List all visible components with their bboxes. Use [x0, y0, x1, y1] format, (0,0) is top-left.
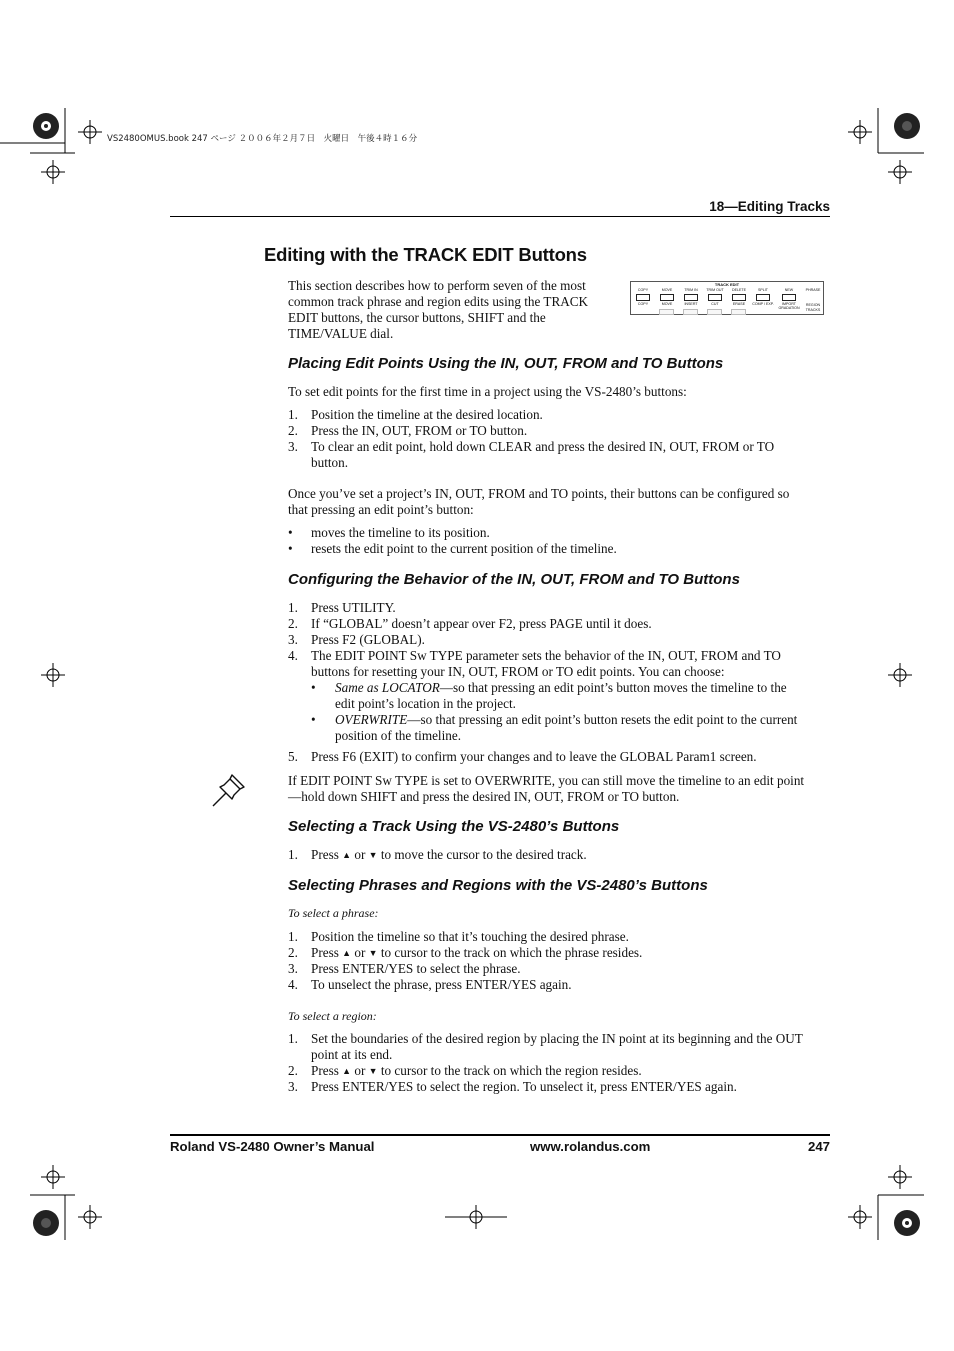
- panel-button: [782, 294, 796, 301]
- panel-indicator-label: TRACKS: [805, 308, 821, 312]
- list-item: 1. Press UTILITY.: [288, 600, 396, 615]
- list-item: 2. Press the IN, OUT, FROM or TO button.: [288, 423, 528, 438]
- list-item: 2. Press ▲ or ▼ to cursor to the track on which the region resides.: [288, 1063, 642, 1078]
- intro-paragraph: This section describes how to perform seven of the most common track phrase and region edits using the TRACK EDIT buttons, the cursor buttons, SHIFT and the TIME/VALUE dial.: [288, 278, 589, 341]
- list-item: 1. Set the boundaries of the desired region by placing the IN point at its beginning and the OUT point at its end.: [288, 1031, 803, 1062]
- panel-label: CUT: [711, 302, 719, 306]
- panel-label: SPLIT: [758, 288, 768, 292]
- panel-label: IMPORT GRADATION: [778, 302, 800, 310]
- footer-manual-title: Roland VS-2480 Owner’s Manual: [170, 1139, 375, 1154]
- list-item: • resets the edit point to the current position of the timeline.: [288, 541, 617, 556]
- track-edit-panel-illustration: [630, 281, 824, 315]
- list-item: 2. If “GLOBAL” doesn’t appear over F2, press PAGE until it does.: [288, 616, 652, 631]
- down-arrow-icon: ▼: [368, 948, 378, 958]
- section1-lead: To set edit points for the first time in a project using the VS-2480’s buttons:: [288, 384, 687, 399]
- panel-button: [732, 294, 746, 301]
- sub-list-item: • OVERWRITE—so that pressing an edit point’s button resets the edit point to the current position of the timeline.: [311, 712, 798, 743]
- section2-steps: [288, 600, 808, 765]
- list-item: 4. To unselect the phrase, press ENTER/YES again.: [288, 977, 572, 992]
- panel-label: TRIM IN: [684, 288, 698, 292]
- down-arrow-icon: ▼: [368, 850, 378, 860]
- section1-paragraph: Once you’ve set a project’s IN, OUT, FROM and TO points, their buttons can be configured so that pressing an edit point’s button:: [288, 486, 790, 517]
- section-heading-selecting-track: Selecting a Track Using the VS-2480’s Buttons: [288, 818, 620, 835]
- region-steps: [288, 1031, 808, 1095]
- section1-bullets: [288, 525, 808, 557]
- panel-label: TRIM OUT: [706, 288, 724, 292]
- panel-label: MOVE: [661, 288, 673, 292]
- section-heading-selecting-phrases: Selecting Phrases and Regions with the VS-2480’s Buttons: [288, 877, 708, 894]
- panel-button: [660, 294, 674, 301]
- section1-steps: [288, 407, 808, 471]
- list-item: 1. Press ▲ or ▼ to move the cursor to the desired track.: [288, 847, 587, 862]
- panel-button: [708, 294, 722, 301]
- section-heading-configuring: Configuring the Behavior of the IN, OUT, FROM and TO Buttons: [288, 571, 740, 588]
- panel-indicator-label: PHRASE: [805, 288, 821, 292]
- list-item: 4. The EDIT POINT Sw TYPE parameter sets the behavior of the IN, OUT, FROM and TO buttons for resetting your IN, OUT, FROM or TO edit points. You can choose: • Same as LOCATOR—so that pressing an edit point’s button moves the timeline to the edit point’s location in the project. • OVERWRITE—so that pressing an edit point’s button resets the edit point to the current position of the timeline.: [288, 648, 808, 744]
- panel-button: [684, 294, 698, 301]
- section3-steps: [288, 847, 808, 863]
- panel-button: [756, 294, 770, 301]
- up-arrow-icon: ▲: [342, 948, 352, 958]
- panel-label: INSERT: [684, 302, 698, 306]
- header-rule: [170, 216, 830, 217]
- panel-label: DELETE: [732, 288, 746, 292]
- sub-list-item: • Same as LOCATOR—so that pressing an edit point’s button moves the timeline to the edit point’s location in the project.: [311, 680, 787, 711]
- panel-ghost-button: [659, 309, 674, 315]
- list-item: 3. To clear an edit point, hold down CLEAR and press the desired IN, OUT, FROM or TO button.: [288, 439, 775, 470]
- main-heading: Editing with the TRACK EDIT Buttons: [264, 244, 587, 265]
- panel-title: TRACK EDIT: [714, 282, 740, 287]
- phrase-label: To select a phrase:: [288, 906, 379, 920]
- panel-button: [636, 294, 650, 301]
- footer-rule: [170, 1134, 830, 1136]
- region-label: To select a region:: [288, 1009, 377, 1023]
- list-item: 3. Press ENTER/YES to select the phrase.: [288, 961, 521, 976]
- page-number: 247: [807, 1139, 830, 1154]
- up-arrow-icon: ▲: [342, 1066, 352, 1076]
- panel-indicator-label: REGION: [805, 303, 821, 307]
- list-item: 3. Press F2 (GLOBAL).: [288, 632, 425, 647]
- panel-label: MOVE: [661, 302, 673, 306]
- down-arrow-icon: ▼: [368, 1066, 378, 1076]
- panel-label: NEW: [784, 288, 794, 292]
- up-arrow-icon: ▲: [342, 850, 352, 860]
- section-heading-edit-points: Placing Edit Points Using the IN, OUT, FROM and TO Buttons: [288, 355, 724, 372]
- list-item: 3. Press ENTER/YES to select the region. To unselect it, press ENTER/YES again.: [288, 1079, 737, 1094]
- panel-label: COPY: [637, 288, 649, 292]
- phrase-steps: [288, 929, 808, 993]
- panel-label: ERASE: [732, 302, 746, 306]
- panel-ghost-button: [683, 309, 698, 315]
- panel-label: COPY: [637, 302, 649, 306]
- list-item: 2. Press ▲ or ▼ to cursor to the track on which the phrase resides.: [288, 945, 643, 960]
- panel-label: COMP / EXP.: [752, 302, 774, 306]
- chapter-header: 18—Editing Tracks: [709, 199, 830, 214]
- footer-website: www.rolandus.com: [530, 1139, 651, 1154]
- list-item: 1. Position the timeline so that it’s touching the desired phrase.: [288, 929, 629, 944]
- list-item: • moves the timeline to its position.: [288, 525, 490, 540]
- list-item: 5. Press F6 (EXIT) to confirm your changes and to leave the GLOBAL Param1 screen.: [288, 749, 757, 764]
- note-paragraph: If EDIT POINT Sw TYPE is set to OVERWRITE, you can still move the timeline to an edit point—hold down SHIFT and press the desired IN, OUT, FROM or TO button.: [288, 773, 805, 804]
- pushpin-note-icon: [210, 772, 248, 808]
- list-item: 1. Position the timeline at the desired location.: [288, 407, 543, 422]
- file-info: VS2480OMUS.book 247 ページ ２００６年２月７日 火曜日 午後４時１６分: [107, 134, 418, 144]
- panel-ghost-button: [707, 309, 722, 315]
- panel-ghost-button: [731, 309, 746, 315]
